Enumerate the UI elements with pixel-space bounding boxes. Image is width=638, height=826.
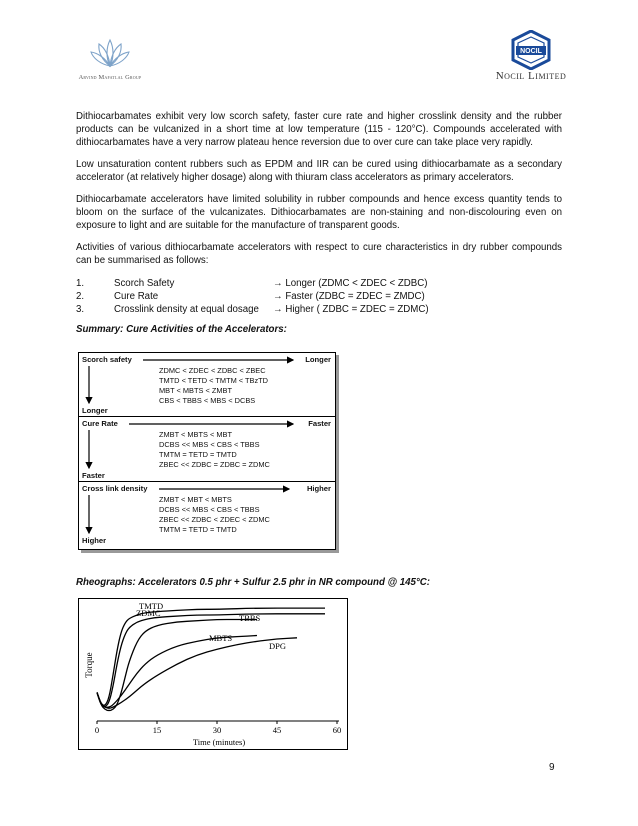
section-end-higher: Higher bbox=[306, 484, 331, 493]
rheograph-chart bbox=[78, 598, 348, 750]
x-tick-label: 60 bbox=[332, 725, 342, 735]
summary-box: Scorch safety Longer ZDMC < ZDEC < ZDBC < ZBEC TMTD < TETD < TMTM < TBzTD MBT < MBTS < ZMBT CBS < TBBS < MBS < DCBS Longer Cure Rate Faster ZMBT < MBTS < MBT DCBS << MBS < CBS < TBBS TMTM = TETD = TMTD ZBEC << ZDBC = ZDBC = ZDMC Faster Cross link density Higher ZMBT < MBT < MBTS DCBS << MBS < CBS < TBBS ZBEC << ZDBC < ZDEC < ZDMC TMTM = TETD = TMTD Higher bbox=[78, 352, 336, 550]
section-bottom-higher: Higher bbox=[82, 536, 107, 545]
arvind-mafatlal-logo bbox=[76, 38, 144, 81]
summary-heading: Summary: Cure Activities of the Accelerators: bbox=[76, 324, 287, 335]
logo-caption: Arvind Mafatlal Group bbox=[78, 74, 142, 81]
paragraph-2: Low unsaturation content rubbers such as EPDM and IIR can be cured using dithiocarbamate as a secondary accelerator (at relatively higher dosage) along with thiuram class accelerators as primary accelerators. bbox=[76, 159, 562, 183]
section-bottom-longer: Longer bbox=[82, 406, 108, 415]
nocil-emblem-text: NOCIL bbox=[520, 48, 542, 56]
rheograph-svg bbox=[79, 599, 347, 749]
series-label-zdmc: ZDMC bbox=[136, 608, 161, 618]
page-number: 9 bbox=[549, 762, 555, 773]
y-axis-label: Torque bbox=[84, 652, 94, 678]
paragraph-3: Dithiocarbamate accelerators have limited solubility in rubber compounds and hence excess quantity tends to bloom on the surface of the vulcanizates. Dithiocarbamates are non-staining and non-discolouring even on exposure to light and are suitable for the manufacture of transparent goods. bbox=[76, 194, 562, 231]
section-title-crosslink: Cross link density bbox=[82, 484, 148, 493]
paragraph-1: Dithiocarbamates exhibit very low scorch safety, faster cure rate and higher crosslink density and the rubber products can be vulcanized in a short time at low temperature (115 - 120°C). Compounds accelerated with dithiocarbamates have a very narrow plateau hence reversion due to over cure can take place very rapidly. bbox=[76, 111, 562, 148]
x-tick-label: 15 bbox=[152, 725, 162, 735]
section-title-scorch: Scorch safety bbox=[82, 355, 132, 364]
x-tick-label: 45 bbox=[272, 725, 282, 735]
hexagon-emblem-icon bbox=[509, 30, 553, 70]
nocil-logo bbox=[488, 30, 574, 82]
series-label-tmtd: TMTD bbox=[139, 601, 164, 611]
series-line-dpg bbox=[97, 638, 297, 708]
series-label-dpg: DPG bbox=[269, 641, 287, 651]
summary-arrows bbox=[79, 353, 335, 549]
section-end-longer: Longer bbox=[305, 355, 331, 364]
lotus-icon bbox=[89, 38, 131, 68]
section-bottom-faster: Faster bbox=[82, 471, 105, 480]
section-title-cure-rate: Cure Rate bbox=[82, 419, 118, 428]
x-axis-label: Time (minutes) bbox=[192, 737, 246, 747]
series-line-zdmc bbox=[97, 614, 325, 707]
section-end-faster: Faster bbox=[308, 419, 331, 428]
series-label-mbts: MBTS bbox=[209, 633, 233, 643]
x-tick-label: 30 bbox=[212, 725, 222, 735]
rheograph-heading: Rheographs: Accelerators 0.5 phr + Sulfur 2.5 phr in NR compound @ 145°C: bbox=[76, 577, 430, 588]
paragraph-4: Activities of various dithiocarbamate accelerators with respect to cure characteristics in dry rubber compounds can be summarised as follows: bbox=[76, 242, 562, 266]
x-tick-label: 0 bbox=[94, 725, 100, 735]
series-label-tbbs: TBBS bbox=[239, 613, 261, 623]
nocil-name: Nocil Limited bbox=[495, 70, 567, 82]
